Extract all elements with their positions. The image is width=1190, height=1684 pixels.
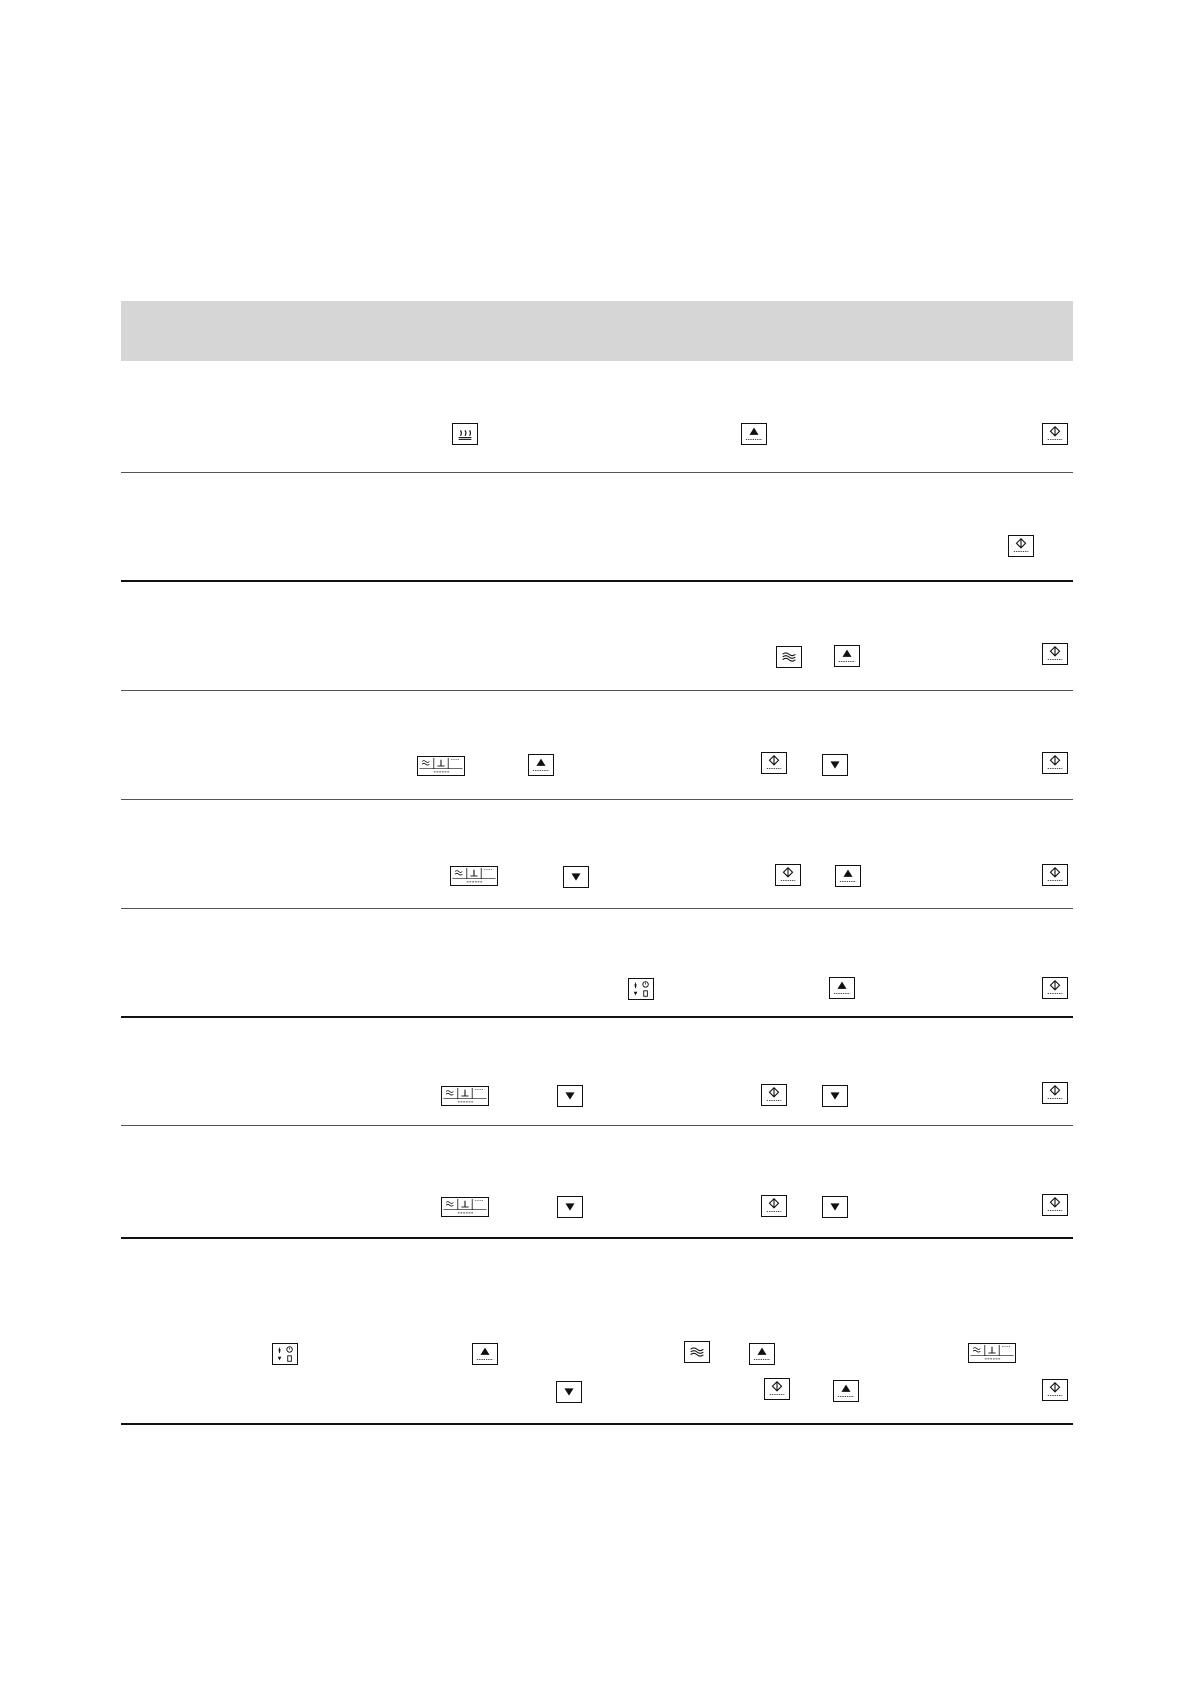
start-quick-icon: [775, 864, 801, 886]
up-arrow-auto-cook-icon: [741, 423, 767, 445]
row-divider: [121, 1016, 1073, 1018]
start-quick-icon: [761, 1195, 787, 1217]
row-divider: [121, 580, 1073, 582]
up-arrow-auto-cook-icon: [833, 1380, 859, 1402]
down-arrow-icon: [556, 1381, 582, 1403]
start-quick-icon: [764, 1378, 790, 1400]
menu-mode-selector-icon: [417, 756, 465, 776]
row-divider: [121, 1423, 1073, 1425]
table-header-band: [121, 301, 1073, 361]
up-arrow-auto-cook-icon: [528, 754, 554, 776]
menu-mode-selector-icon: [968, 1343, 1016, 1363]
up-arrow-auto-cook-icon: [829, 977, 855, 999]
down-arrow-icon: [557, 1085, 583, 1107]
up-arrow-auto-cook-icon: [749, 1343, 775, 1365]
down-arrow-icon: [563, 866, 589, 888]
start-quick-icon: [1042, 643, 1068, 665]
start-quick-icon: [1042, 1379, 1068, 1401]
down-arrow-icon: [822, 1085, 848, 1107]
start-quick-icon: [761, 1084, 787, 1106]
microwave-wave-icon: [684, 1341, 710, 1363]
menu-mode-selector-icon: [450, 866, 498, 886]
start-quick-icon: [1042, 752, 1068, 774]
up-arrow-auto-cook-icon: [835, 865, 861, 887]
start-quick-icon: [1042, 423, 1068, 445]
up-arrow-auto-cook-icon: [472, 1343, 498, 1365]
row-divider: [121, 1125, 1073, 1126]
start-quick-icon: [1042, 1082, 1068, 1104]
row-divider: [121, 799, 1073, 800]
menu-mode-selector-icon: [441, 1086, 489, 1106]
microwave-wave-icon: [776, 646, 802, 668]
start-quick-icon: [1042, 1194, 1068, 1216]
clock-timer-icon: [628, 978, 654, 1000]
start-quick-icon: [1008, 535, 1034, 557]
row-divider: [121, 472, 1073, 473]
start-quick-icon: [1042, 977, 1068, 999]
start-quick-icon: [761, 752, 787, 774]
row-divider: [121, 908, 1073, 909]
row-divider: [121, 690, 1073, 691]
down-arrow-icon: [822, 754, 848, 776]
up-arrow-auto-cook-icon: [834, 645, 860, 667]
steam-icon: [452, 423, 478, 445]
menu-mode-selector-icon: [441, 1197, 489, 1217]
down-arrow-icon: [557, 1196, 583, 1218]
row-divider: [121, 1237, 1073, 1239]
down-arrow-icon: [822, 1196, 848, 1218]
clock-timer-icon: [272, 1343, 298, 1365]
start-quick-icon: [1042, 864, 1068, 886]
